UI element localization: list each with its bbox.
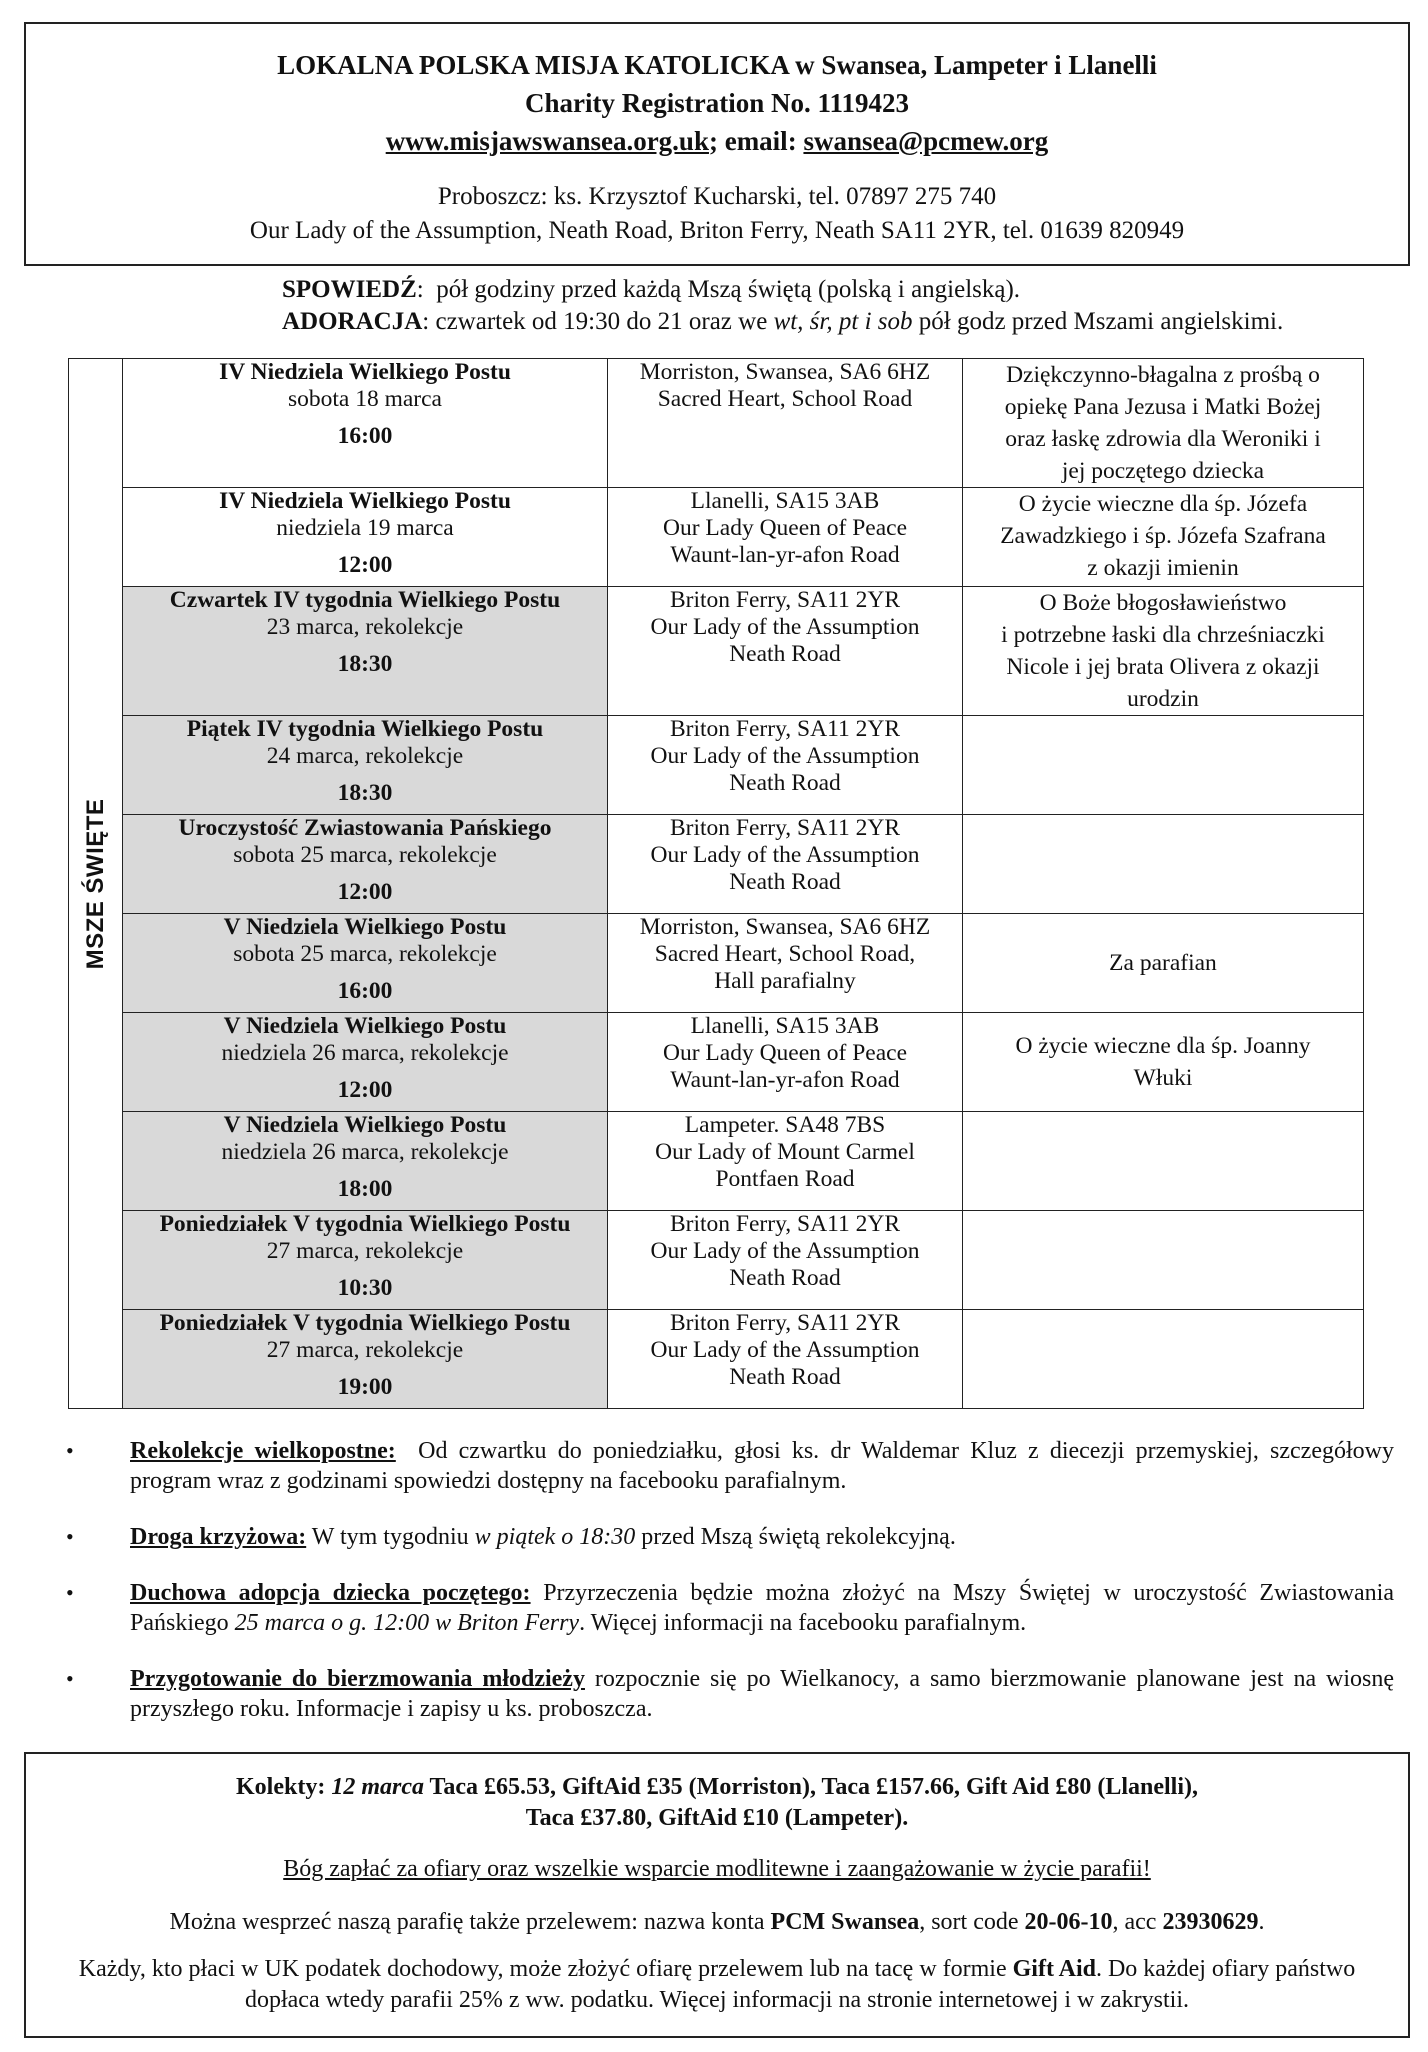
event-time: 12:00	[337, 552, 393, 578]
transfer-text: , sort code	[919, 1909, 1025, 1935]
website-link[interactable]: www.misjawswansea.org.uk	[385, 126, 709, 156]
event-time: 18:00	[337, 1176, 393, 1202]
transfer-text: .	[1258, 1909, 1265, 1935]
adoration-text: : czwartek od 19:30 do 21 oraz we	[422, 308, 774, 335]
event-title: Uroczystość Zwiastowania Pańskiego	[178, 815, 552, 841]
sort-code: 20-06-10	[1024, 1909, 1113, 1935]
email-label: ; email:	[708, 126, 804, 156]
schedule-row	[69, 1211, 1364, 1310]
intention-line: O życie wieczne dla śp. Joanny	[1015, 1033, 1311, 1059]
intention-line: opiekę Pana Jezusa i Matki Bożej	[1004, 394, 1322, 420]
intention-line: i potrzebne łaski dla chrześniaczki	[1001, 622, 1325, 648]
event-date: sobota 25 marca, rekolekcje	[233, 842, 497, 868]
event-title: V Niedziela Wielkiego Postu	[223, 1112, 507, 1138]
email-link[interactable]: swansea@pcmew.org	[803, 126, 1049, 156]
side-label-cell	[69, 359, 123, 1409]
place-line: Hall parafialny	[714, 968, 856, 994]
intention-cell	[963, 488, 1364, 587]
place-line: Neath Road	[729, 1364, 841, 1390]
place-line: Lampeter. SA48 7BS	[684, 1112, 886, 1138]
event-date: niedziela 19 marca	[276, 515, 454, 541]
place-line: Briton Ferry, SA11 2YR	[670, 1211, 900, 1237]
place-cell	[608, 587, 963, 716]
collections-date: 12 marca	[331, 1774, 424, 1800]
announcement-text: W tym tygodniu	[306, 1524, 475, 1550]
adoration-label: ADORACJA	[282, 308, 423, 335]
place-line: Sacred Heart, School Road,	[654, 941, 916, 967]
giftaid-text: . Do każdej ofiary państwo dopłaca wtedy parafii 25% z ww. podatku. Więcej informacji na stronie internetowej i w zakrystii.	[244, 1956, 1356, 2013]
event-cell	[123, 815, 608, 914]
announcement-confirmation	[64, 1664, 1394, 1724]
place-line: Neath Road	[729, 770, 841, 796]
event-title: Piątek IV tygodnia Wielkiego Postu	[186, 716, 544, 742]
account-name: PCM Swansea	[770, 1909, 920, 1935]
place-line: Waunt-lan-yr-afon Road	[670, 542, 900, 568]
transfer-text: , acc	[1112, 1909, 1163, 1935]
event-title: V Niedziela Wielkiego Postu	[223, 1013, 507, 1039]
event-cell	[123, 488, 608, 587]
confession-text: : pół godziny przed każdą Mszą świętą (polską i angielską).	[416, 276, 1021, 303]
announcement-heading: Duchowa adopcja dziecka poczętego:	[130, 1580, 531, 1606]
mass-schedule-table	[68, 358, 1364, 1409]
event-cell	[123, 716, 608, 815]
confession-line	[282, 274, 1412, 306]
intention-cell	[963, 1211, 1364, 1310]
place-line: Our Lady of the Assumption	[650, 842, 920, 868]
announcement-italic: 25 marca o g. 12:00 w Briton Ferry	[234, 1610, 580, 1636]
place-cell	[608, 914, 963, 1013]
intention-cell	[963, 359, 1364, 488]
header-box	[24, 22, 1410, 266]
announcement-text: Od czwartku do poniedziałku, głosi ks. dr Waldemar Kluz z diecezji przemyskiej, szczegółowy program wraz z godzinami spowiedzi dostępny na facebooku parafialnym.	[130, 1438, 1400, 1494]
schedule-row	[69, 587, 1364, 716]
intention-line: jej poczętego dziecka	[1061, 458, 1265, 484]
place-cell	[608, 1112, 963, 1211]
event-time: 12:00	[337, 879, 393, 905]
place-line: Briton Ferry, SA11 2YR	[670, 815, 900, 841]
event-time: 18:30	[337, 651, 393, 677]
account-number: 23930629	[1162, 1909, 1259, 1935]
event-date: 24 marca, rekolekcje	[266, 743, 464, 769]
collections-line-1	[56, 1772, 1378, 1803]
event-cell	[123, 359, 608, 488]
event-time: 16:00	[337, 423, 393, 449]
event-time: 10:30	[337, 1275, 393, 1301]
schedule-row	[69, 1013, 1364, 1112]
intention-cell	[963, 1310, 1364, 1409]
intention-cell	[963, 716, 1364, 815]
event-time: 12:00	[337, 1077, 393, 1103]
event-cell	[123, 914, 608, 1013]
place-line: Our Lady Queen of Peace	[662, 1040, 908, 1066]
intention-line: O życie wieczne dla śp. Józefa	[1018, 491, 1308, 517]
place-cell	[608, 716, 963, 815]
announcement-heading: Przygotowanie do bierzmowania młodzieży	[130, 1666, 585, 1692]
place-line: Waunt-lan-yr-afon Road	[670, 1067, 900, 1093]
event-cell	[123, 1310, 608, 1409]
bullet-icon: •	[66, 1524, 74, 1549]
intention-cell	[963, 1112, 1364, 1211]
schedule-row	[69, 914, 1364, 1013]
event-date: sobota 25 marca, rekolekcje	[233, 941, 497, 967]
place-cell	[608, 1013, 963, 1112]
intention-line: Dziękczynno-błagalna z prośbą o	[1006, 362, 1320, 388]
mission-title: LOKALNA POLSKA MISJA KATOLICKA w Swansea, Lampeter i Llanelli	[277, 50, 1157, 80]
confession-label: SPOWIEDŹ	[282, 276, 417, 303]
event-cell	[123, 1013, 608, 1112]
place-line: Briton Ferry, SA11 2YR	[670, 716, 900, 742]
intention-cell	[963, 914, 1364, 1013]
address-line: Our Lady of the Assumption, Neath Road, Briton Ferry, Neath SA11 2YR, tel. 01639 820949	[249, 217, 1185, 244]
bullet-icon: •	[66, 1580, 74, 1605]
event-time: 18:30	[337, 780, 393, 806]
place-line: Morriston, Swansea, SA6 6HZ	[639, 914, 931, 940]
giftaid-text: Każdy, kto płaci w UK podatek dochodowy, może złożyć ofiarę przelewem lub na tacę w formie	[78, 1956, 1013, 1982]
place-line: Our Lady Queen of Peace	[662, 515, 908, 541]
collections-line-2: Taca £37.80, GiftAid £10 (Lampeter).	[525, 1805, 909, 1831]
info-lines	[282, 274, 1412, 338]
bullet-icon: •	[66, 1438, 74, 1463]
intention-line: O Boże błogosławieństwo	[1039, 590, 1287, 616]
intention-cell	[963, 587, 1364, 716]
place-line: Sacred Heart, School Road	[657, 386, 913, 412]
intention-line: Zawadzkiego i śp. Józefa Szafrana	[1000, 523, 1326, 549]
giftaid-label: Gift Aid	[1012, 1956, 1096, 1982]
place-cell	[608, 359, 963, 488]
event-title: IV Niedziela Wielkiego Postu	[219, 488, 511, 514]
event-cell	[123, 587, 608, 716]
event-date: niedziela 26 marca, rekolekcje	[221, 1139, 509, 1165]
event-cell	[123, 1112, 608, 1211]
intention-line: oraz łaskę zdrowia dla Weroniki i	[1005, 426, 1321, 452]
intention-line: Za parafian	[1109, 950, 1217, 976]
place-cell	[608, 1211, 963, 1310]
place-line: Neath Road	[729, 869, 841, 895]
bullet-icon: •	[66, 1666, 74, 1691]
adoration-text-end: pół godz przed Mszami angielskimi.	[912, 308, 1284, 335]
announcement-stations	[64, 1522, 1394, 1552]
place-line: Our Lady of the Assumption	[650, 1238, 920, 1264]
announcement-text: Przyrzeczenia będzie można złożyć na Mszy Świętej w uroczystość Zwiastowania Pańskiego	[130, 1580, 1394, 1636]
announcement-text-end: przed Mszą świętą rekolekcyjną.	[635, 1524, 956, 1550]
transfer-line	[56, 1907, 1378, 1938]
adoration-line	[282, 306, 1412, 338]
schedule-row	[69, 1112, 1364, 1211]
place-line: Briton Ferry, SA11 2YR	[670, 587, 900, 613]
footer-box	[24, 1752, 1410, 2038]
intention-cell	[963, 815, 1364, 914]
place-line: Morriston, Swansea, SA6 6HZ	[639, 359, 931, 385]
place-line: Our Lady of the Assumption	[650, 743, 920, 769]
announcement-heading: Droga krzyżowa:	[130, 1524, 307, 1550]
priest-line: Proboszcz: ks. Krzysztof Kucharski, tel. 07897 275 740	[437, 183, 997, 210]
intention-line: Nicole i jej brata Olivera z okazji	[1006, 654, 1320, 680]
place-line: Neath Road	[729, 641, 841, 667]
schedule-row	[69, 716, 1364, 815]
giftaid-paragraph	[56, 1954, 1378, 2016]
event-date: 27 marca, rekolekcje	[266, 1238, 464, 1264]
announcements	[64, 1436, 1400, 1750]
announcement-adoption	[64, 1578, 1394, 1638]
place-line: Llanelli, SA15 3AB	[690, 1013, 880, 1039]
place-line: Briton Ferry, SA11 2YR	[670, 1310, 900, 1336]
place-line: Our Lady of Mount Carmel	[655, 1139, 915, 1165]
adoration-days: wt, śr, pt i sob	[773, 308, 913, 335]
event-date: niedziela 26 marca, rekolekcje	[221, 1040, 509, 1066]
schedule-row	[69, 359, 1364, 488]
announcement-italic: w piątek o 18:30	[474, 1524, 636, 1550]
intention-line: urodzin	[1127, 686, 1199, 712]
collections-text: Taca £65.53, GiftAid £35 (Morriston), Taca £157.66, Gift Aid £80 (Llanelli),	[423, 1774, 1198, 1800]
schedule-row	[69, 1310, 1364, 1409]
place-line: Llanelli, SA15 3AB	[690, 488, 880, 514]
place-line: Our Lady of the Assumption	[650, 1337, 920, 1363]
event-date: sobota 18 marca	[287, 386, 442, 412]
place-line: Our Lady of the Assumption	[650, 614, 920, 640]
event-cell	[123, 1211, 608, 1310]
event-date: 27 marca, rekolekcje	[266, 1337, 464, 1363]
announcement-heading: Rekolekcje wielkopostne:	[130, 1438, 396, 1464]
place-cell	[608, 1310, 963, 1409]
event-time: 19:00	[337, 1374, 393, 1400]
thanks-line: Bóg zapłać za ofiary oraz wszelkie wsparcie modlitewne i zaangażowanie w życie parafii!	[283, 1856, 1151, 1882]
place-line: Pontfaen Road	[715, 1166, 855, 1192]
event-title: V Niedziela Wielkiego Postu	[223, 914, 507, 940]
transfer-text: Można wesprzeć naszą parafię także przelewem: nazwa konta	[169, 1909, 771, 1935]
place-cell	[608, 815, 963, 914]
place-line: Neath Road	[729, 1265, 841, 1291]
charity-registration: Charity Registration No. 1119423	[525, 88, 909, 118]
event-title: Poniedziałek V tygodnia Wielkiego Postu	[159, 1211, 571, 1237]
side-label: MSZE ŚWIĘTE	[81, 798, 109, 969]
event-title: Poniedziałek V tygodnia Wielkiego Postu	[159, 1310, 571, 1336]
intention-line: z okazji imienin	[1087, 555, 1239, 581]
schedule-row	[69, 815, 1364, 914]
intention-cell	[963, 1013, 1364, 1112]
intention-line: Włuki	[1133, 1065, 1193, 1091]
event-date: 23 marca, rekolekcje	[266, 614, 464, 640]
event-title: IV Niedziela Wielkiego Postu	[219, 359, 511, 385]
schedule-row	[69, 488, 1364, 587]
event-time: 16:00	[337, 978, 393, 1004]
collections-label: Kolekty:	[235, 1774, 332, 1800]
event-title: Czwartek IV tygodnia Wielkiego Postu	[169, 587, 561, 613]
announcement-retreat	[64, 1436, 1400, 1496]
place-cell	[608, 488, 963, 587]
announcement-text: rozpocznie się po Wielkanocy, a samo bierzmowanie planowane jest na wiosnę przyszłego roku. Informacje i zapisy u ks. proboszcza.	[130, 1666, 1395, 1722]
contact-line	[26, 122, 1408, 160]
announcement-text-end: . Więcej informacji na facebooku parafialnym.	[579, 1610, 1027, 1636]
